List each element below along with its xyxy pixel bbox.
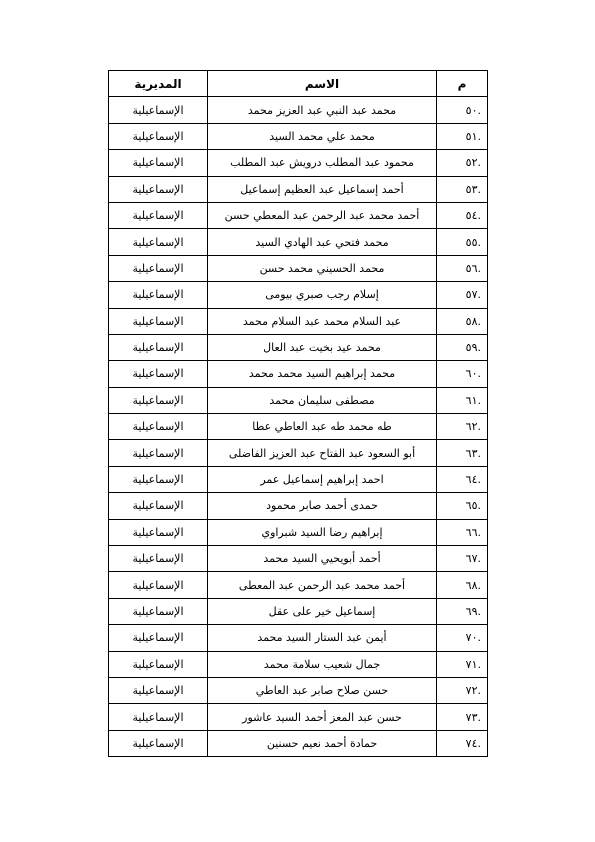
table-row [109, 308, 488, 334]
row-number: .٦٣ [437, 440, 488, 466]
row-number: .٧١ [437, 651, 488, 677]
table-row [109, 572, 488, 598]
table-body [109, 97, 488, 757]
row-name: حسن صلاح صابر عبد العاطي [208, 677, 437, 703]
header-name: الاسم [208, 71, 437, 97]
table-row [109, 704, 488, 730]
table-row [109, 598, 488, 624]
row-directorate: الإسماعيلية [109, 255, 208, 281]
row-directorate: الإسماعيلية [109, 546, 208, 572]
row-directorate: الإسماعيلية [109, 440, 208, 466]
table-row [109, 466, 488, 492]
row-number: .٥٤ [437, 202, 488, 228]
table-row [109, 282, 488, 308]
row-number: .٦٦ [437, 519, 488, 545]
row-name: محمد الحسيني محمد حسن [208, 255, 437, 281]
table-row [109, 255, 488, 281]
row-directorate: الإسماعيلية [109, 493, 208, 519]
row-number: .٧٢ [437, 677, 488, 703]
table-row [109, 150, 488, 176]
table-row [109, 387, 488, 413]
row-directorate: الإسماعيلية [109, 598, 208, 624]
table-row [109, 97, 488, 123]
table-row [109, 123, 488, 149]
row-name: أحمد محمد عبد الرحمن عبد المعطي حسن [208, 202, 437, 228]
row-directorate: الإسماعيلية [109, 176, 208, 202]
table-row [109, 414, 488, 440]
row-number: .٥١ [437, 123, 488, 149]
row-name: حمادة أحمد نعيم حسنين [208, 730, 437, 756]
row-number: .٦٥ [437, 493, 488, 519]
row-name: حمدى أحمد صابر محمود [208, 493, 437, 519]
row-name: حسن عبد المعز أحمد السيد عاشور [208, 704, 437, 730]
row-directorate: الإسماعيلية [109, 519, 208, 545]
row-name: إسلام رجب صبري بيومى [208, 282, 437, 308]
row-number: .٥٩ [437, 334, 488, 360]
row-number: .٧٣ [437, 704, 488, 730]
table-row [109, 440, 488, 466]
row-number: .٥٧ [437, 282, 488, 308]
row-directorate: الإسماعيلية [109, 677, 208, 703]
row-name: محمود عبد المطلب درويش عبد المطلب [208, 150, 437, 176]
row-directorate: الإسماعيلية [109, 730, 208, 756]
table-row [109, 176, 488, 202]
row-directorate: الإسماعيلية [109, 651, 208, 677]
row-directorate: الإسماعيلية [109, 625, 208, 651]
row-directorate: الإسماعيلية [109, 202, 208, 228]
table-row [109, 361, 488, 387]
row-number: .٦١ [437, 387, 488, 413]
row-directorate: الإسماعيلية [109, 414, 208, 440]
header-row [109, 71, 488, 97]
row-directorate: الإسماعيلية [109, 123, 208, 149]
row-name: إسماعيل خير على عقل [208, 598, 437, 624]
row-name: مصطفى سليمان محمد [208, 387, 437, 413]
row-directorate: الإسماعيلية [109, 282, 208, 308]
row-name: أحمد محمد عبد الرحمن عبد المعطى [208, 572, 437, 598]
row-number: .٦٠ [437, 361, 488, 387]
row-directorate: الإسماعيلية [109, 97, 208, 123]
row-number: .٧٤ [437, 730, 488, 756]
row-name: أحمد إسماعيل عبد العظيم إسماعيل [208, 176, 437, 202]
row-name: عبد السلام محمد عبد السلام محمد [208, 308, 437, 334]
row-name: أيمن عبد الستار السيد محمد [208, 625, 437, 651]
row-number: .٥٥ [437, 229, 488, 255]
row-number: .٥٦ [437, 255, 488, 281]
row-directorate: الإسماعيلية [109, 704, 208, 730]
row-number: .٦٩ [437, 598, 488, 624]
table-row [109, 730, 488, 756]
row-directorate: الإسماعيلية [109, 361, 208, 387]
row-directorate: الإسماعيلية [109, 308, 208, 334]
row-number: .٦٧ [437, 546, 488, 572]
roster-table [108, 70, 488, 757]
table-row [109, 519, 488, 545]
table-row [109, 546, 488, 572]
row-name: محمد فتحي عبد الهادي السيد [208, 229, 437, 255]
row-name: جمال شعيب سلامة محمد [208, 651, 437, 677]
row-name: طه محمد طه عبد العاطي عطا [208, 414, 437, 440]
row-directorate: الإسماعيلية [109, 229, 208, 255]
row-directorate: الإسماعيلية [109, 334, 208, 360]
row-name: محمد عبد النبي عبد العزيز محمد [208, 97, 437, 123]
table-row [109, 202, 488, 228]
row-number: .٧٠ [437, 625, 488, 651]
table-row [109, 493, 488, 519]
table-row [109, 625, 488, 651]
header-directorate: المديرية [109, 71, 208, 97]
row-number: .٥٠ [437, 97, 488, 123]
row-name: أبو السعود عبد الفتاح عبد العزيز الفاضلى [208, 440, 437, 466]
row-name: محمد علي محمد السيد [208, 123, 437, 149]
row-name: أحمد أبويحيي السيد محمد [208, 546, 437, 572]
row-directorate: الإسماعيلية [109, 387, 208, 413]
row-number: .٥٨ [437, 308, 488, 334]
row-number: .٥٢ [437, 150, 488, 176]
row-directorate: الإسماعيلية [109, 150, 208, 176]
row-directorate: الإسماعيلية [109, 466, 208, 492]
row-number: .٦٢ [437, 414, 488, 440]
table-row [109, 651, 488, 677]
row-name: إبراهيم رضا السيد شبراوي [208, 519, 437, 545]
row-name: محمد عيد بخيت عبد العال [208, 334, 437, 360]
row-number: .٥٣ [437, 176, 488, 202]
table-row [109, 334, 488, 360]
table-row [109, 229, 488, 255]
row-number: .٦٨ [437, 572, 488, 598]
table-row [109, 677, 488, 703]
header-number: م [437, 71, 488, 97]
row-number: .٦٤ [437, 466, 488, 492]
row-name: محمد إبراهيم السيد محمد محمد [208, 361, 437, 387]
row-name: احمد إبراهيم إسماعيل عمر [208, 466, 437, 492]
row-directorate: الإسماعيلية [109, 572, 208, 598]
